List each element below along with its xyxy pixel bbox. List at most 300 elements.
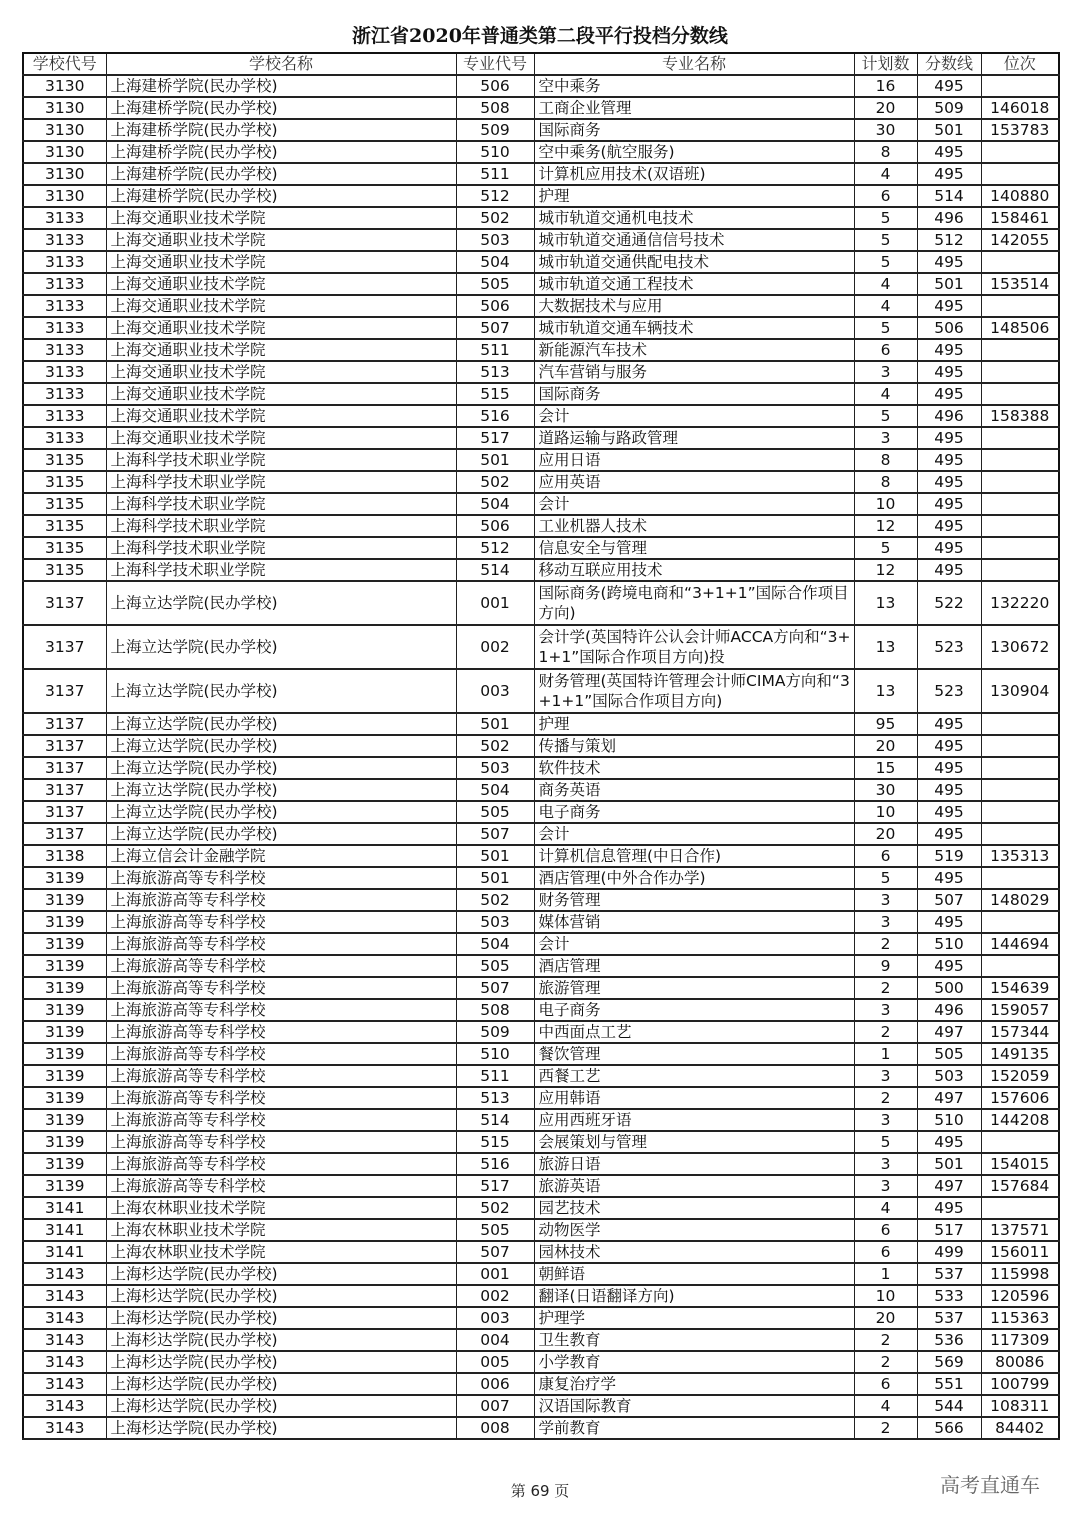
cell-major-name (534, 933, 854, 955)
cell-text: 上海立达学院(民办学校) (110, 803, 278, 821)
cell-text: 517 (480, 1177, 510, 1195)
cell-text: 4 (880, 165, 891, 183)
cell-school-name (106, 757, 456, 779)
cell-rank (981, 537, 1059, 559)
cell-plan-count (854, 955, 917, 977)
cell-school-code (23, 1021, 106, 1043)
cell-rank (981, 515, 1059, 537)
cell-school-code (23, 1219, 106, 1241)
cell-major-name (534, 1197, 854, 1219)
cell-text: 15 (875, 759, 896, 777)
table-row (23, 1285, 1059, 1307)
cell-major-code (456, 317, 534, 339)
cell-school-code (23, 757, 106, 779)
cell-school-code (23, 669, 106, 713)
cell-school-name (106, 1021, 456, 1043)
cell-text: 505 (480, 275, 510, 293)
cell-major-code (456, 977, 534, 999)
cell-text: 国际商务 (538, 385, 601, 403)
table-header-row (23, 53, 1059, 75)
cell-rank (981, 867, 1059, 889)
cell-text: 512 (480, 539, 510, 557)
cell-school-name (106, 669, 456, 713)
cell-text: 159057 (990, 1001, 1050, 1019)
cell-text: 496 (934, 209, 964, 227)
cell-school-code (23, 449, 106, 471)
cell-plan-count (854, 669, 917, 713)
cell-text: 会计 (538, 825, 570, 843)
cell-text: 工业机器人技术 (538, 517, 648, 535)
cell-text: 卫生教育 (538, 1331, 601, 1349)
cell-school-name (106, 933, 456, 955)
cell-text: 146018 (990, 99, 1050, 117)
cell-rank (981, 1307, 1059, 1329)
cell-plan-count (854, 1153, 917, 1175)
cell-text: 应用韩语 (538, 1089, 601, 1107)
cell-text: 495 (934, 385, 964, 403)
cell-text: 应用日语 (538, 451, 601, 469)
cell-major-code (456, 1175, 534, 1197)
header-school-name: 学校名称 (106, 53, 456, 75)
cell-plan-count (854, 405, 917, 427)
cell-text: 3133 (45, 363, 85, 381)
cell-text: 国际商务(跨境电商和“3+1+1”国际合作项目方向) (538, 584, 849, 622)
cell-major-name (534, 977, 854, 999)
cell-major-code (456, 295, 534, 317)
cell-school-name (106, 889, 456, 911)
cell-score-line (917, 1219, 981, 1241)
cell-major-code (456, 537, 534, 559)
cell-score-line (917, 1285, 981, 1307)
cell-text: 495 (934, 143, 964, 161)
cell-school-name (106, 97, 456, 119)
cell-text: 497 (934, 1089, 964, 1107)
cell-school-code (23, 97, 106, 119)
cell-text: 3143 (45, 1419, 85, 1437)
cell-school-code (23, 889, 106, 911)
cell-score-line (917, 757, 981, 779)
cell-text: 3133 (45, 407, 85, 425)
cell-text: 008 (480, 1419, 510, 1437)
cell-rank (981, 735, 1059, 757)
cell-rank (981, 889, 1059, 911)
cell-text: 护理 (538, 715, 570, 733)
cell-text: 3139 (45, 1111, 85, 1129)
cell-text: 3137 (45, 638, 85, 656)
cell-major-code (456, 823, 534, 845)
cell-major-code (456, 163, 534, 185)
cell-text: 3130 (45, 187, 85, 205)
cell-school-name (106, 779, 456, 801)
cell-school-name (106, 427, 456, 449)
cell-text: 502 (480, 737, 510, 755)
cell-major-code (456, 1219, 534, 1241)
cell-rank (981, 1043, 1059, 1065)
cell-text: 翻译(日语翻译方向) (538, 1287, 675, 1305)
cell-plan-count (854, 845, 917, 867)
cell-school-code (23, 823, 106, 845)
cell-text: 信息安全与管理 (538, 539, 648, 557)
cell-text: 3 (880, 1001, 891, 1019)
cell-text: 003 (480, 1309, 510, 1327)
cell-major-code (456, 1373, 534, 1395)
cell-text: 园林技术 (538, 1243, 601, 1261)
cell-school-name (106, 1285, 456, 1307)
cell-major-code (456, 207, 534, 229)
cell-text: 544 (934, 1397, 964, 1415)
cell-major-name (534, 1065, 854, 1087)
cell-text: 135313 (990, 847, 1050, 865)
cell-major-name (534, 471, 854, 493)
cell-text: 3133 (45, 341, 85, 359)
cell-text: 130904 (990, 682, 1050, 700)
cell-major-name (534, 581, 854, 625)
cell-score-line (917, 559, 981, 581)
cell-score-line (917, 1153, 981, 1175)
cell-school-code (23, 1065, 106, 1087)
cell-score-line (917, 933, 981, 955)
cell-major-code (456, 493, 534, 515)
cell-text: 园艺技术 (538, 1199, 601, 1217)
cell-text: 503 (480, 913, 510, 931)
cell-school-name (106, 911, 456, 933)
cell-text: 上海杉达学院(民办学校) (110, 1287, 278, 1305)
cell-school-name (106, 1153, 456, 1175)
cell-school-code (23, 1263, 106, 1285)
cell-major-name (534, 1417, 854, 1439)
cell-major-name (534, 955, 854, 977)
cell-major-name (534, 317, 854, 339)
table-row (23, 1131, 1059, 1153)
cell-text: 495 (934, 539, 964, 557)
table-row (23, 361, 1059, 383)
cell-score-line (917, 669, 981, 713)
cell-text: 上海旅游高等专科学校 (110, 1155, 266, 1173)
cell-major-name (534, 1219, 854, 1241)
cell-school-name (106, 449, 456, 471)
cell-text: 空中乘务(航空服务) (538, 143, 675, 161)
cell-text: 大数据技术与应用 (538, 297, 663, 315)
cell-text: 3 (880, 363, 891, 381)
header-school-code: 学校代号 (23, 53, 106, 75)
cell-school-name (106, 735, 456, 757)
cell-text: 计算机应用技术(双语班) (538, 165, 706, 183)
cell-rank (981, 339, 1059, 361)
cell-major-code (456, 1351, 534, 1373)
cell-text: 501 (934, 275, 964, 293)
cell-text: 495 (934, 297, 964, 315)
table-row (23, 1043, 1059, 1065)
cell-text: 503 (934, 1067, 964, 1085)
cell-text: 13 (875, 682, 896, 700)
cell-text: 3135 (45, 495, 85, 513)
cell-text: 6 (880, 341, 891, 359)
cell-text: 507 (480, 319, 510, 337)
cell-text: 3139 (45, 913, 85, 931)
cell-score-line (917, 493, 981, 515)
cell-major-name (534, 1021, 854, 1043)
cell-text: 130672 (990, 638, 1050, 656)
watermark: 高考直通车 (940, 1473, 1040, 1497)
cell-text: 上海科学技术职业学院 (110, 539, 266, 557)
cell-school-name (106, 405, 456, 427)
cell-rank (981, 141, 1059, 163)
cell-school-code (23, 75, 106, 97)
cell-major-name (534, 845, 854, 867)
cell-major-code (456, 1263, 534, 1285)
cell-plan-count (854, 383, 917, 405)
cell-text: 3135 (45, 539, 85, 557)
cell-major-code (456, 1307, 534, 1329)
cell-text: 3133 (45, 297, 85, 315)
cell-text: 上海立达学院(民办学校) (110, 594, 278, 612)
cell-text: 10 (875, 1287, 896, 1305)
cell-score-line (917, 823, 981, 845)
cell-rank (981, 163, 1059, 185)
cell-text: 上海旅游高等专科学校 (110, 869, 266, 887)
cell-text: 上海旅游高等专科学校 (110, 891, 266, 909)
cell-rank (981, 1131, 1059, 1153)
cell-text: 上海杉达学院(民办学校) (110, 1353, 278, 1371)
cell-rank (981, 229, 1059, 251)
cell-text: 旅游管理 (538, 979, 601, 997)
cell-text: 137571 (990, 1221, 1050, 1239)
cell-rank (981, 933, 1059, 955)
cell-text: 4 (880, 297, 891, 315)
header-plan-count: 计划数 (854, 53, 917, 75)
cell-text: 3141 (45, 1221, 85, 1239)
cell-text: 513 (480, 1089, 510, 1107)
cell-text: 3133 (45, 209, 85, 227)
cell-text: 551 (934, 1375, 964, 1393)
cell-text: 上海交通职业技术学院 (110, 363, 266, 381)
cell-text: 001 (480, 1265, 510, 1283)
cell-text: 中西面点工艺 (538, 1023, 632, 1041)
cell-major-name (534, 163, 854, 185)
cell-major-code (456, 1109, 534, 1131)
table-row (23, 823, 1059, 845)
cell-text: 497 (934, 1177, 964, 1195)
cell-text: 509 (480, 121, 510, 139)
cell-major-name (534, 75, 854, 97)
cell-text: 上海科学技术职业学院 (110, 473, 266, 491)
cell-plan-count (854, 1219, 917, 1241)
cell-school-code (23, 119, 106, 141)
cell-plan-count (854, 889, 917, 911)
table-row (23, 867, 1059, 889)
cell-text: 2 (880, 1419, 891, 1437)
cell-school-code (23, 1373, 106, 1395)
cell-text: 上海农林职业技术学院 (110, 1199, 266, 1217)
page-title: 浙江省2020年普通类第二段平行投档分数线 (352, 25, 728, 47)
cell-text: 3139 (45, 1133, 85, 1151)
cell-text: 153783 (990, 121, 1050, 139)
cell-score-line (917, 1109, 981, 1131)
cell-school-name (106, 317, 456, 339)
cell-text: 6 (880, 1243, 891, 1261)
cell-major-code (456, 1395, 534, 1417)
cell-text: 569 (934, 1353, 964, 1371)
cell-school-name (106, 955, 456, 977)
cell-plan-count (854, 1351, 917, 1373)
cell-text: 495 (934, 825, 964, 843)
cell-school-name (106, 1307, 456, 1329)
cell-text: 501 (480, 451, 510, 469)
cell-text: 495 (934, 1199, 964, 1217)
cell-text: 3137 (45, 715, 85, 733)
cell-school-code (23, 1197, 106, 1219)
cell-text: 上海旅游高等专科学校 (110, 1001, 266, 1019)
cell-text: 3138 (45, 847, 85, 865)
cell-text: 财务管理 (538, 891, 601, 909)
cell-text: 4 (880, 385, 891, 403)
cell-major-code (456, 999, 534, 1021)
cell-rank (981, 779, 1059, 801)
cell-rank (981, 1395, 1059, 1417)
cell-text: 501 (480, 847, 510, 865)
cell-text: 3143 (45, 1375, 85, 1393)
cell-plan-count (854, 75, 917, 97)
cell-text: 城市轨道交通通信信号技术 (538, 231, 725, 249)
cell-major-code (456, 889, 534, 911)
cell-rank (981, 845, 1059, 867)
cell-school-name (106, 559, 456, 581)
cell-text: 3139 (45, 1023, 85, 1041)
cell-major-code (456, 625, 534, 669)
cell-rank (981, 1109, 1059, 1131)
cell-plan-count (854, 515, 917, 537)
header-major-name: 专业名称 (534, 53, 854, 75)
cell-text: 上海立达学院(民办学校) (110, 781, 278, 799)
cell-school-name (106, 515, 456, 537)
cell-text: 515 (480, 385, 510, 403)
table-row (23, 1219, 1059, 1241)
cell-major-code (456, 251, 534, 273)
cell-plan-count (854, 1417, 917, 1439)
cell-text: 5 (880, 407, 891, 425)
cell-rank (981, 1285, 1059, 1307)
cell-text: 电子商务 (538, 803, 601, 821)
cell-text: 002 (480, 1287, 510, 1305)
cell-rank (981, 1351, 1059, 1373)
cell-text: 3 (880, 913, 891, 931)
cell-major-name (534, 361, 854, 383)
cell-major-name (534, 427, 854, 449)
cell-text: 157606 (990, 1089, 1050, 1107)
cell-text: 5 (880, 869, 891, 887)
cell-text: 3130 (45, 165, 85, 183)
cell-major-name (534, 1043, 854, 1065)
cell-text: 495 (934, 429, 964, 447)
cell-major-name (534, 1373, 854, 1395)
cell-text: 117309 (990, 1331, 1050, 1349)
cell-text: 12 (875, 561, 896, 579)
cell-school-code (23, 1241, 106, 1263)
cell-major-name (534, 779, 854, 801)
cell-text: 5 (880, 253, 891, 271)
cell-plan-count (854, 559, 917, 581)
cell-text: 3139 (45, 957, 85, 975)
cell-school-code (23, 779, 106, 801)
cell-text: 餐饮管理 (538, 1045, 601, 1063)
cell-text: 6 (880, 187, 891, 205)
cell-text: 495 (934, 517, 964, 535)
cell-school-code (23, 317, 106, 339)
cell-school-name (106, 1417, 456, 1439)
cell-rank (981, 1065, 1059, 1087)
cell-plan-count (854, 581, 917, 625)
cell-text: 上海交通职业技术学院 (110, 319, 266, 337)
cell-text: 上海旅游高等专科学校 (110, 913, 266, 931)
cell-score-line (917, 251, 981, 273)
cell-text: 149135 (990, 1045, 1050, 1063)
cell-rank (981, 1373, 1059, 1395)
cell-text: 95 (875, 715, 896, 733)
cell-major-name (534, 251, 854, 273)
cell-text: 3 (880, 1177, 891, 1195)
cell-text: 应用西班牙语 (538, 1111, 632, 1129)
cell-major-code (456, 867, 534, 889)
table-row (23, 977, 1059, 999)
cell-text: 148506 (990, 319, 1050, 337)
cell-text: 3 (880, 1155, 891, 1173)
cell-text: 3143 (45, 1265, 85, 1283)
cell-text: 5 (880, 1133, 891, 1151)
cell-text: 新能源汽车技术 (538, 341, 648, 359)
cell-text: 12 (875, 517, 896, 535)
cell-text: 495 (934, 1133, 964, 1151)
cell-text: 510 (934, 1111, 964, 1129)
cell-text: 上海科学技术职业学院 (110, 495, 266, 513)
cell-text: 100799 (990, 1375, 1050, 1393)
cell-score-line (917, 207, 981, 229)
cell-rank (981, 97, 1059, 119)
cell-score-line (917, 713, 981, 735)
cell-plan-count (854, 867, 917, 889)
cell-major-name (534, 405, 854, 427)
cell-text: 3130 (45, 99, 85, 117)
table-row (23, 669, 1059, 713)
table-row (23, 317, 1059, 339)
cell-text: 3 (880, 429, 891, 447)
cell-text: 502 (480, 891, 510, 909)
cell-school-name (106, 801, 456, 823)
cell-major-name (534, 559, 854, 581)
cell-text: 495 (934, 781, 964, 799)
cell-school-name (106, 1043, 456, 1065)
cell-school-code (23, 229, 106, 251)
cell-text: 学前教育 (538, 1419, 601, 1437)
table-row (23, 1175, 1059, 1197)
cell-major-name (534, 889, 854, 911)
cell-major-name (534, 185, 854, 207)
cell-text: 8 (880, 473, 891, 491)
cell-major-name (534, 823, 854, 845)
cell-plan-count (854, 779, 917, 801)
cell-school-code (23, 1285, 106, 1307)
cell-school-name (106, 361, 456, 383)
cell-text: 10 (875, 495, 896, 513)
cell-text: 上海科学技术职业学院 (110, 517, 266, 535)
table-row (23, 1153, 1059, 1175)
cell-school-code (23, 625, 106, 669)
cell-text: 3137 (45, 594, 85, 612)
cell-text: 2 (880, 979, 891, 997)
cell-rank (981, 1087, 1059, 1109)
cell-text: 3130 (45, 77, 85, 95)
cell-text: 上海旅游高等专科学校 (110, 1177, 266, 1195)
table-row (23, 845, 1059, 867)
